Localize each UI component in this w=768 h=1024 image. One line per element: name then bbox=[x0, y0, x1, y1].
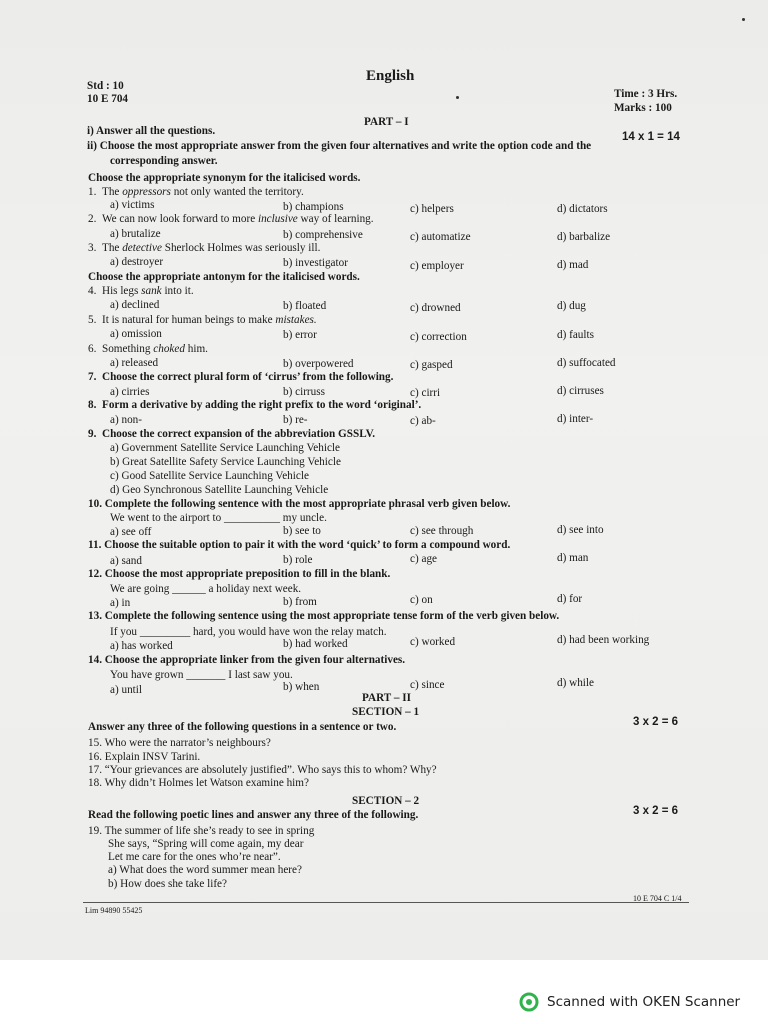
scanner-label: Scanned with OKEN Scanner bbox=[547, 994, 741, 1010]
q12-sentence: We are going ______ a holiday next week. bbox=[110, 583, 302, 595]
question-18: 18. Why didn’t Holmes let Watson examine him? bbox=[88, 777, 309, 789]
q10-sentence: We went to the airport to __________ my uncle. bbox=[110, 512, 327, 524]
q14-option-a: a) until bbox=[110, 684, 143, 696]
q6-option-d: d) suffocated bbox=[557, 357, 616, 369]
instruction-2: ii) Choose the most appropriate answer from the given four alternatives and write the option code and the bbox=[87, 140, 592, 152]
q2-option-b: b) comprehensive bbox=[283, 229, 363, 241]
q3-option-a: a) destroyer bbox=[110, 256, 164, 268]
q10-option-d: d) see into bbox=[557, 524, 604, 536]
oken-logo-icon bbox=[519, 992, 539, 1012]
question-6: 6. Something choked him. bbox=[88, 343, 208, 355]
q10-option-a: a) see off bbox=[110, 526, 152, 538]
q13-option-d: d) had been working bbox=[557, 634, 650, 646]
q4-option-d: d) dug bbox=[557, 300, 586, 312]
q1-option-d: d) dictators bbox=[557, 203, 608, 215]
q1-option-b: b) champions bbox=[283, 201, 344, 213]
q19-part-b: b) How does she take life? bbox=[108, 878, 227, 890]
q14-option-b: b) when bbox=[283, 681, 320, 693]
section2-heading: SECTION – 2 bbox=[352, 795, 420, 807]
q7-option-c: c) cirri bbox=[410, 387, 441, 399]
q9-option-b: b) Great Satellite Safety Service Launching Vehicle bbox=[110, 456, 341, 468]
q11-option-b: b) role bbox=[283, 554, 313, 566]
q14-option-d: d) while bbox=[557, 677, 594, 689]
scanner-watermark bbox=[519, 992, 740, 1012]
q5-option-a: a) omission bbox=[110, 328, 162, 340]
footer-rule bbox=[83, 902, 689, 903]
instruction-1: i) Answer all the questions. bbox=[87, 125, 216, 137]
question-1: 1. The oppressors not only wanted the territory. bbox=[88, 186, 304, 198]
q2-option-d: d) barbalize bbox=[557, 231, 611, 243]
question-4: 4. His legs sank into it. bbox=[88, 285, 194, 297]
question-3: 3. The detective Sherlock Holmes was seriously ill. bbox=[88, 242, 321, 254]
q8-option-d: d) inter- bbox=[557, 413, 594, 425]
part2-heading: PART – II bbox=[362, 692, 411, 704]
q2-option-c: c) automatize bbox=[410, 231, 471, 243]
part1-heading: PART – I bbox=[364, 116, 409, 128]
q6-option-b: b) overpowered bbox=[283, 358, 354, 370]
question-2: 2. We can now look forward to more inclusive way of learning. bbox=[88, 213, 374, 225]
q13-option-a: a) has worked bbox=[110, 640, 173, 652]
question-8: 8. Form a derivative by adding the right prefix to the word ‘original’. bbox=[88, 399, 422, 411]
footer-page-code: 10 E 704 C 1/4 bbox=[633, 894, 682, 903]
q9-option-d: d) Geo Synchronous Satellite Launching Vehicle bbox=[110, 484, 329, 496]
std-label: Std : 10 bbox=[87, 80, 124, 92]
q5-option-b: b) error bbox=[283, 329, 317, 341]
q6-option-c: c) gasped bbox=[410, 359, 453, 371]
q7-option-b: b) cirruss bbox=[283, 386, 325, 398]
q11-option-c: c) age bbox=[410, 553, 438, 565]
question-14: 14. Choose the appropriate linker from the given four alternatives. bbox=[88, 654, 406, 666]
section1-marks: 3 x 2 = 6 bbox=[633, 716, 679, 728]
q3-option-b: b) investigator bbox=[283, 257, 348, 269]
q13-option-c: c) worked bbox=[410, 636, 456, 648]
q6-option-a: a) released bbox=[110, 357, 159, 369]
q10-option-b: b) see to bbox=[283, 525, 321, 537]
q14-option-c: c) since bbox=[410, 679, 445, 691]
q5-option-c: c) correction bbox=[410, 331, 467, 343]
section2-instruction: Read the following poetic lines and answer any three of the following. bbox=[88, 809, 419, 821]
scan-speck bbox=[456, 96, 459, 99]
section2-marks: 3 x 2 = 6 bbox=[633, 805, 679, 817]
q11-option-d: d) man bbox=[557, 552, 589, 564]
q1-option-a: a) victims bbox=[110, 199, 155, 211]
q7-option-d: d) cirruses bbox=[557, 385, 604, 397]
q1-option-c: c) helpers bbox=[410, 203, 454, 215]
paper-code: 10 E 704 bbox=[87, 93, 129, 105]
marks-label: Marks : 100 bbox=[614, 102, 672, 114]
q11-option-a: a) sand bbox=[110, 555, 142, 567]
poem-line-3: Let me care for the ones who’re near”. bbox=[108, 851, 281, 863]
question-19: 19. The summer of life she’s ready to see in spring bbox=[88, 825, 315, 837]
q13-option-b: b) had worked bbox=[283, 638, 348, 650]
part1-marks: 14 x 1 = 14 bbox=[622, 131, 680, 143]
question-12: 12. Choose the most appropriate preposition to fill in the blank. bbox=[88, 568, 391, 580]
q8-option-c: c) ab- bbox=[410, 415, 436, 427]
q4-option-a: a) declined bbox=[110, 299, 160, 311]
time-label: Time : 3 Hrs. bbox=[614, 88, 678, 100]
q7-option-a: a) cirries bbox=[110, 386, 150, 398]
question-9: 9. Choose the correct expansion of the abbreviation GSSLV. bbox=[88, 428, 376, 440]
question-16: 16. Explain INSV Tarini. bbox=[88, 751, 201, 763]
q12-option-b: b) from bbox=[283, 596, 317, 608]
question-10: 10. Complete the following sentence with the most appropriate phrasal verb given below. bbox=[88, 498, 511, 510]
q14-sentence: You have grown _______ I last saw you. bbox=[110, 669, 293, 681]
q19-part-a: a) What does the word summer mean here? bbox=[108, 864, 302, 876]
q13-sentence: If you _________ hard, you would have won the relay match. bbox=[110, 626, 387, 638]
q8-option-b: b) re- bbox=[283, 414, 308, 426]
question-5: 5. It is natural for human beings to make mistakes. bbox=[88, 314, 317, 326]
poem-line-2: She says, “Spring will come again, my dear bbox=[108, 838, 304, 850]
scan-speck bbox=[742, 18, 745, 21]
q3-option-d: d) mad bbox=[557, 259, 589, 271]
q2-option-a: a) brutalize bbox=[110, 228, 161, 240]
section1-heading: SECTION – 1 bbox=[352, 706, 420, 718]
question-11: 11. Choose the suitable option to pair it with the word ‘quick’ to form a compound word. bbox=[88, 539, 511, 551]
q10-option-c: c) see through bbox=[410, 525, 474, 537]
q9-option-a: a) Government Satellite Service Launching Vehicle bbox=[110, 442, 340, 454]
question-7: 7. Choose the correct plural form of ‘cirrus’ from the following. bbox=[88, 371, 394, 383]
q5-option-d: d) faults bbox=[557, 329, 594, 341]
subject-title: English bbox=[366, 68, 415, 84]
instruction-2-cont: corresponding answer. bbox=[110, 155, 218, 167]
section1-instruction: Answer any three of the following questions in a sentence or two. bbox=[88, 721, 397, 733]
question-15: 15. Who were the narrator’s neighbours? bbox=[88, 737, 271, 749]
q4-option-c: c) drowned bbox=[410, 302, 461, 314]
question-17: 17. “Your grievances are absolutely justified”. Who says this to whom? Why? bbox=[88, 764, 437, 776]
q4-option-b: b) floated bbox=[283, 300, 327, 312]
antonym-heading: Choose the appropriate antonym for the italicised words. bbox=[88, 271, 360, 283]
question-13: 13. Complete the following sentence using the most appropriate tense form of the verb given below. bbox=[88, 610, 560, 622]
q12-option-a: a) in bbox=[110, 597, 131, 609]
footer-phone: Lim 94890 55425 bbox=[85, 906, 143, 915]
q12-option-d: d) for bbox=[557, 593, 583, 605]
q3-option-c: c) employer bbox=[410, 260, 464, 272]
q8-option-a: a) non- bbox=[110, 414, 142, 426]
synonym-heading: Choose the appropriate synonym for the italicised words. bbox=[88, 172, 361, 184]
q12-option-c: c) on bbox=[410, 594, 433, 606]
q9-option-c: c) Good Satellite Service Launching Vehicle bbox=[110, 470, 309, 482]
